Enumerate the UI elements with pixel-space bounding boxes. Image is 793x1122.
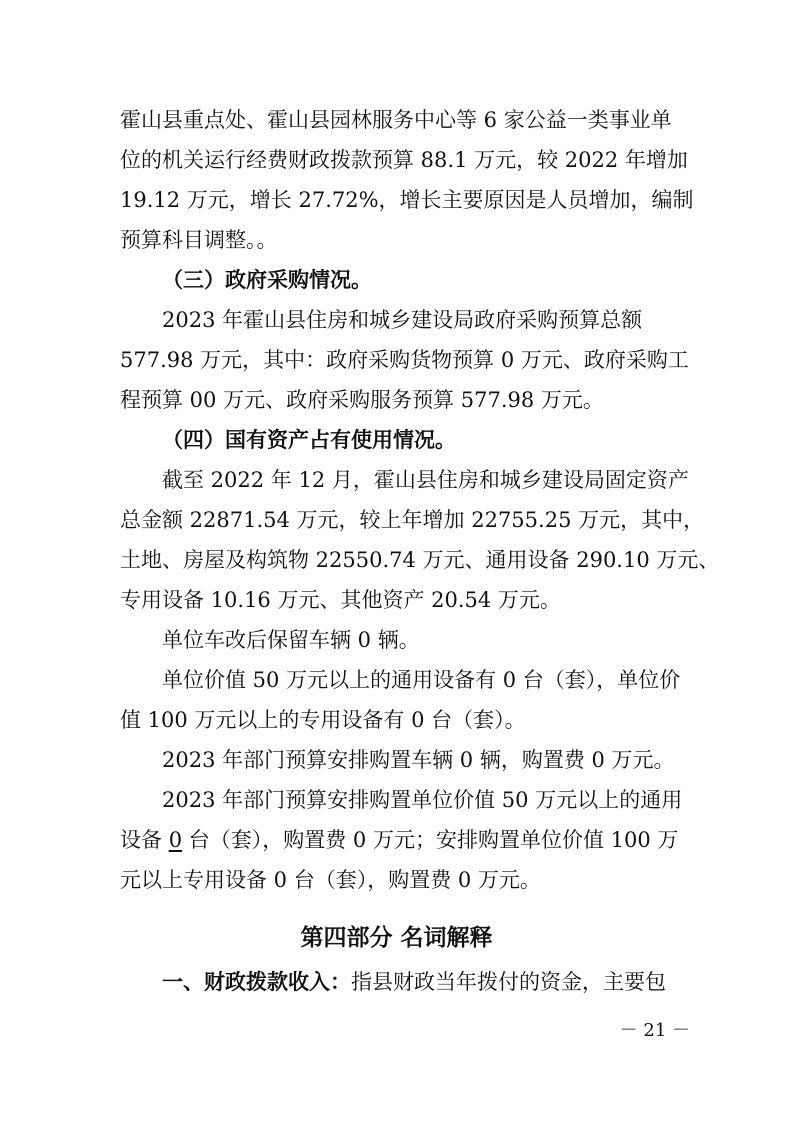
paragraph-line: 2023 年霍山县住房和城乡建设局政府采购预算总额 (162, 308, 643, 332)
paragraph-line: 土地、房屋及构筑物 22550.74 万元、通用设备 290.10 万元、 (120, 548, 720, 572)
text-segment: 台（套），购置费 0 万元；安排购置单位价值 100 万 (182, 828, 679, 852)
term-definition-line (162, 962, 793, 1002)
paragraph-line: 值 100 万元以上的专用设备有 0 台（套）。 (120, 708, 526, 732)
heading-state-assets: （四）国有资产占有使用情况。 (162, 427, 456, 452)
text-segment: 设备 (120, 828, 169, 852)
term-label: 一、财政拨款收入： (162, 969, 351, 994)
paragraph-line: 单位价值 50 万元以上的通用设备有 0 台（套），单位价 (162, 668, 681, 692)
paragraph-line: 577.98 万元，其中：政府采购货物预算 0 万元、政府采购工 (120, 348, 689, 372)
term-text: 指县财政当年拨付的资金，主要包 (351, 970, 666, 994)
paragraph-line: 单位车改后保留车辆 0 辆。 (162, 628, 420, 652)
paragraph-line: 元以上专用设备 0 台（套），购置费 0 万元。 (120, 868, 541, 892)
paragraph-line: 位的机关运行经费财政拨款预算 88.1 万元，较 2022 年增加 (120, 148, 688, 172)
heading-government-procurement: （三）政府采购情况。 (162, 267, 372, 292)
underlined-number: 0 (168, 828, 183, 852)
paragraph-line: 霍山县重点处、霍山县园林服务中心等 6 家公益一类事业单 (120, 108, 672, 132)
paragraph-line (120, 820, 793, 860)
paragraph-line: 截至 2022 年 12 月，霍山县住房和城乡建设局固定资产 (162, 468, 689, 492)
paragraph-line: 专用设备 10.16 万元、其他资产 20.54 万元。 (120, 588, 561, 612)
section-title-part4: 第四部分 名词解释 (300, 925, 493, 951)
paragraph-line: 总金额 22871.54 万元，较上年增加 22755.25 万元，其中， (120, 508, 705, 532)
paragraph-line: 预算科目调整。。 (120, 228, 278, 252)
paragraph-line: 程预算 00 万元、政府采购服务预算 577.98 万元。 (120, 388, 604, 412)
page-number: － 21 － (619, 1020, 690, 1041)
paragraph-line: 2023 年部门预算安排购置车辆 0 辆，购置费 0 万元。 (162, 748, 675, 772)
paragraph-line: 2023 年部门预算安排购置单位价值 50 万元以上的通用 (162, 788, 683, 812)
paragraph-line: 19.12 万元，增长 27.72%，增长主要原因是人员增加，编制 (120, 188, 694, 212)
